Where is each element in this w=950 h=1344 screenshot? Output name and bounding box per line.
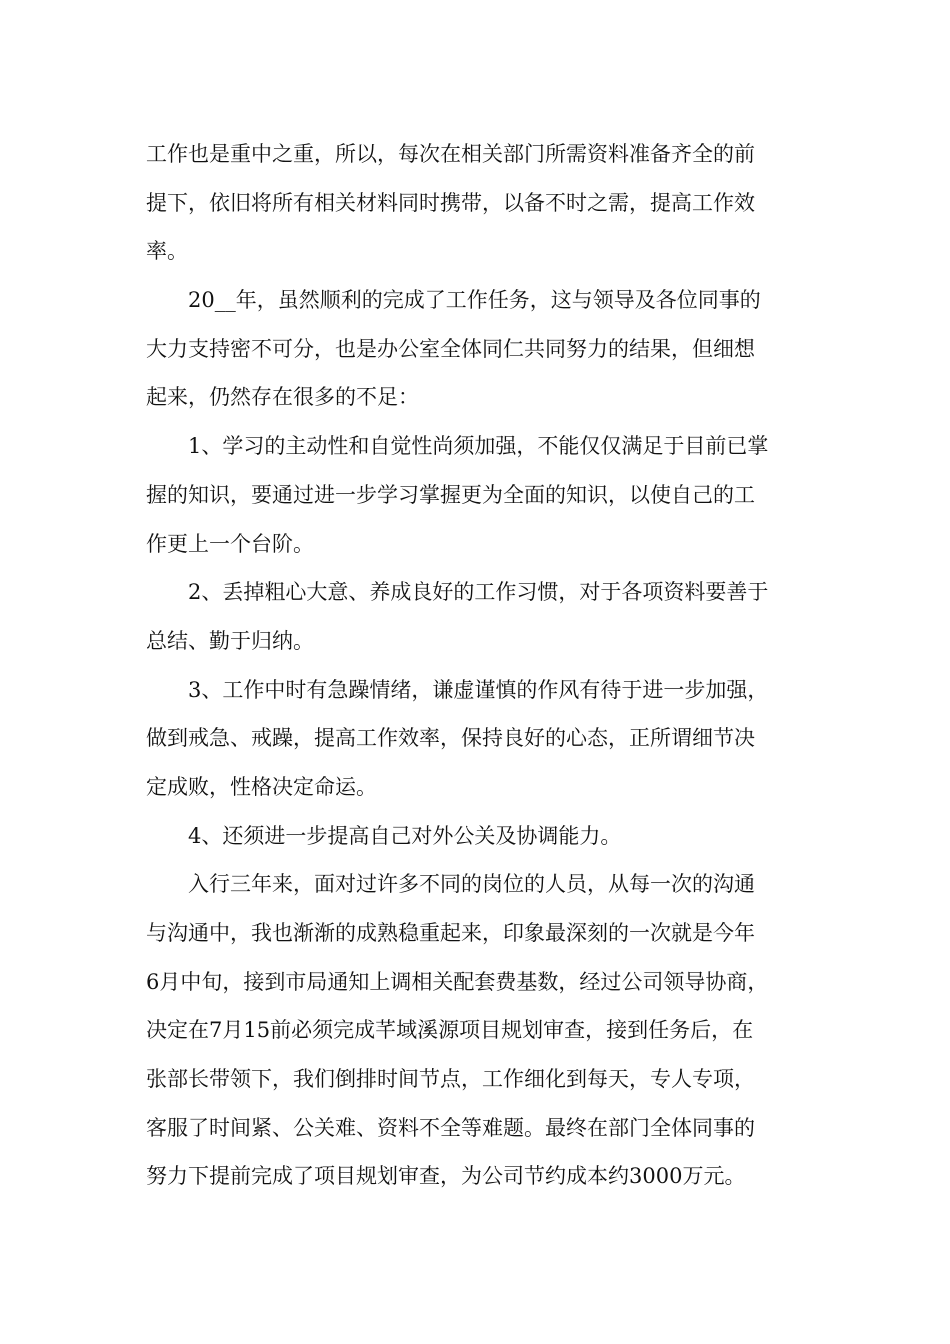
text-line: 做到戒急、戒躁，提高工作效率，保持良好的心态，正所谓细节决 [146, 726, 755, 751]
text-line: 握的知识，要通过进一步学习掌握更为全面的知识，以使自己的工 [146, 482, 755, 507]
text-line: 努力下提前完成了项目规划审查，为公司节约成本约3000万元。 [146, 1164, 746, 1189]
paragraph-start-line: 20__年，虽然顺利的完成了工作任务，这与领导及各位同事的 [188, 288, 761, 313]
text-line: 总结、勤于归纳。 [146, 628, 314, 653]
text-line: 率。 [146, 239, 188, 264]
text-line: 大力支持密不可分，也是办公室全体同仁共同努力的结果，但细想 [146, 336, 755, 361]
list-item-2-line: 2、丢掉粗心大意、养成良好的工作习惯，对于各项资料要善于 [188, 580, 769, 605]
list-item-3-line: 3、工作中时有急躁情绪，谦虚谨慎的作风有待于进一步加强， [188, 677, 769, 702]
paragraph-start-line: 入行三年来，面对过许多不同的岗位的人员，从每一次的沟通 [188, 872, 755, 897]
text-line: 客服了时间紧、公关难、资料不全等难题。最终在部门全体同事的 [146, 1115, 755, 1140]
text-line: 工作也是重中之重，所以，每次在相关部门所需资料准备齐全的前 [146, 142, 755, 166]
list-item-4-line: 4、还须进一步提高自己对外公关及协调能力。 [188, 823, 622, 848]
text-line: 提下，依旧将所有相关材料同时携带，以备不时之需，提高工作效 [146, 190, 755, 215]
text-line: 张部长带领下，我们倒排时间节点，工作细化到每天，专人专项， [146, 1067, 755, 1092]
text-line: 决定在7月15前必须完成芊域溪源项目规划审查，接到任务后，在 [146, 1018, 754, 1043]
body-text [146, 130, 816, 1201]
text-line: 起来，仍然存在很多的不足： [146, 385, 419, 410]
text-line: 与沟通中，我也渐渐的成熟稳重起来，印象最深刻的一次就是今年 [146, 921, 755, 945]
list-item-1-line: 1、学习的主动性和自觉性尚须加强，不能仅仅满足于目前已掌 [188, 434, 769, 459]
text-line: 定成败，性格决定命运。 [146, 774, 377, 799]
text-line: 作更上一个台阶。 [146, 531, 314, 556]
text-line: 6月中旬，接到市局通知上调相关配套费基数，经过公司领导协商， [146, 969, 769, 994]
